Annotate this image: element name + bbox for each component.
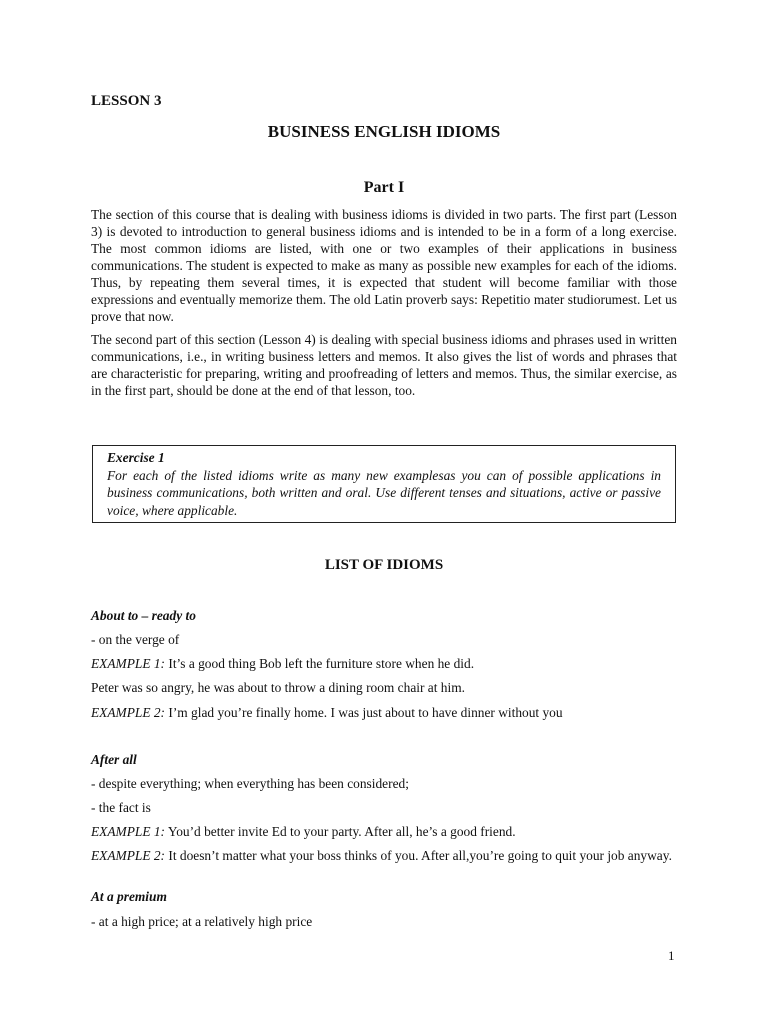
example-text: It’s a good thing Bob left the furniture store when he did.	[165, 656, 475, 671]
idiom-example	[91, 847, 677, 864]
example-label: EXAMPLE 1:	[91, 824, 166, 839]
idiom-example	[91, 704, 677, 721]
list-of-idioms-heading: LIST OF IDIOMS	[324, 557, 444, 573]
idiom-definition: - the fact is	[91, 800, 151, 815]
idiom-definition: - at a high price; at a relatively high price	[91, 914, 313, 929]
idiom-heading: About to – ready to	[91, 608, 196, 623]
example-label: EXAMPLE 2:	[91, 705, 166, 720]
document-title: BUSINESS ENGLISH IDIOMS	[267, 122, 501, 141]
example-label: EXAMPLE 1:	[91, 656, 166, 671]
intro-paragraph-1: The section of this course that is dealing with business idioms is divided in two parts. The first part (Lesson 3) is devoted to introduction to general business idioms and is intended to be in a form of a long exercise. The most common idioms are listed, with one or two examples of their applications in business communications. The student is expected to make as many as possible new examples for each of the idioms. Thus, by repeating them several times, it is expected that student will become familiar with those expressions and eventually memorize them. The old Latin proverb says: Repetitio mater studiorumest. Let us prove that now.	[91, 207, 677, 324]
example-text: You’d better invite Ed to your party. After all, he’s a good friend.	[165, 824, 516, 839]
idiom-definition: - despite everything; when everything has been considered;	[91, 776, 409, 791]
example-text: I’m glad you’re finally home. I was just about to have dinner without you	[165, 705, 563, 720]
idiom-heading: At a premium	[91, 889, 167, 904]
example-label: EXAMPLE 2:	[91, 848, 166, 863]
page-number: 1	[668, 948, 675, 963]
idiom-heading: After all	[91, 752, 137, 767]
idiom-example	[91, 823, 677, 840]
idiom-definition: - on the verge of	[91, 632, 180, 647]
example-text: It doesn’t matter what your boss thinks of you. After all,you’re going to quit your job anyway.	[165, 848, 672, 863]
exercise-text: For each of the listed idioms write as many new examplesas you can of possible applications in business communications, both written and oral. Use different tenses and situations, active or passive voice, where applicable.	[107, 467, 661, 518]
idiom-example	[91, 655, 677, 672]
intro-paragraph-2: The second part of this section (Lesson 4) is dealing with special business idioms and phrases used in written communications, i.e., in writing business letters and memos. It also gives the list of words and phrases that are characteristic for preparing, writing and proofreading of letters and memos. Thus, the similar exercise, as in the first part, should be done at the end of that lesson, too.	[91, 332, 677, 398]
exercise-title: Exercise 1	[107, 450, 165, 465]
exercise-box	[92, 445, 676, 523]
part-heading: Part I	[363, 179, 405, 196]
lesson-number: LESSON 3	[91, 93, 162, 109]
idiom-example-continuation: Peter was so angry, he was about to throw a dining room chair at him.	[91, 680, 465, 695]
